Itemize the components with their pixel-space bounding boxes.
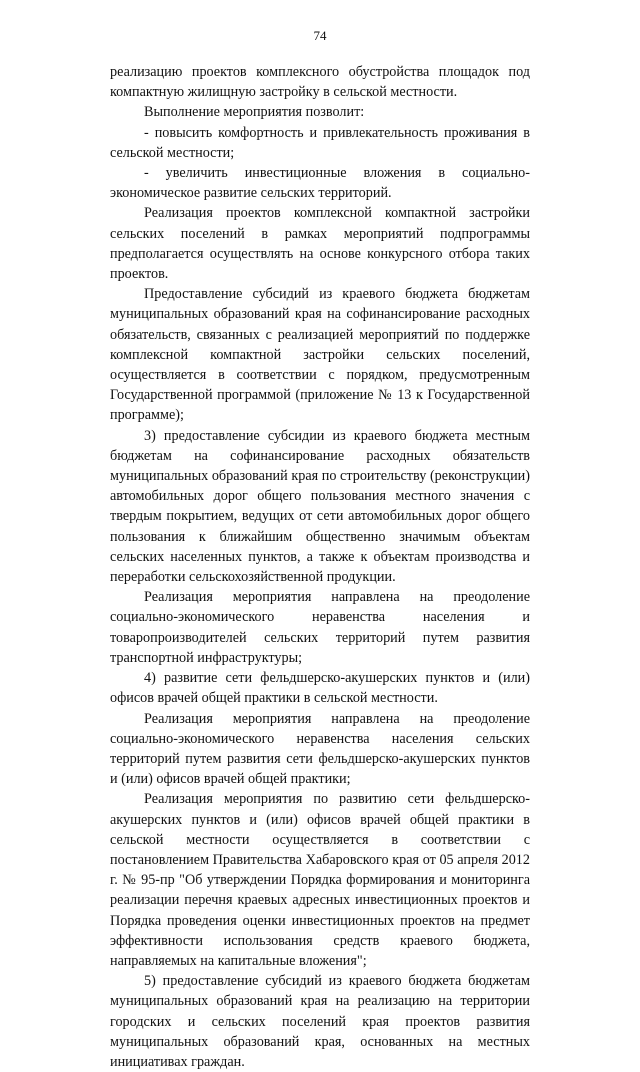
paragraph: Реализация мероприятия направлена на преодоление социально-экономического неравенства населения и товаропроизводителей сельских территорий путем развития транспортной инфраструктуры; [110, 589, 530, 666]
paragraph: 4) развитие сети фельдшерско-акушерских пунктов и (или) офисов врачей общей практики в сельской местности. [110, 670, 530, 707]
page-number: 74 [313, 28, 327, 43]
document-body [110, 62, 530, 1072]
paragraph: Реализация мероприятия направлена на преодоление социально-экономического неравенства населения сельских территорий путем развития сети фельдшерско-акушерских пунктов и (или) офисов врачей общей практики; [110, 710, 530, 788]
paragraph: Предоставление субсидий из краевого бюджета бюджетам муниципальных образований края на софинансирование расходных обязательств, связанных с реализацией мероприятий по поддержке комплексной компактной застройки сельских поселений, осуществляется в соответствии с порядком, предусмотренным Государственной программой (приложение № 13 к Государственной программе); [110, 286, 530, 424]
paragraph: Выполнение мероприятия позволит: [144, 104, 365, 121]
paragraph: Реализация мероприятия по развитию сети фельдшерско-акушерских пунктов и (или) офисов врачей общей практики в сельской местности осуществляется в соответствии с постановлением Правительства Хабаровского края от 05 апреля 2012 г. № 95-пр "Об утверждении Порядка формирования и мониторинга реализации перечня краевых адресных инвестиционных проектов и Порядка проведения оценки инвестиционных проектов на предмет эффективности использования средств краевого бюджета, направляемых на капитальные вложения"; [110, 791, 530, 969]
list-item: - увеличить инвестиционные вложения в социально-экономическое развитие сельских территорий. [110, 165, 530, 202]
paragraph: реализацию проектов комплексного обустройства площадок под компактную жилищную застройку в сельской местности. [110, 64, 530, 101]
paragraph: 3) предоставление субсидии из краевого бюджета местным бюджетам на софинансирование расходных обязательств муниципальных образований края по строительству (реконструкции) автомобильных дорог общего пользования местного значения с твердым покрытием, ведущих от сети автомобильных дорог общего пользования к ближайшим общественно значимым объектам сельских населенных пунктов, а также к объектам производства и переработки сельскохозяйственной продукции. [110, 427, 530, 586]
paragraph: Реализация проектов комплексной компактной застройки сельских поселений в рамках мероприятий подпрограммы предполагается осуществлять на основе конкурсного отбора таких проектов. [110, 205, 530, 283]
paragraph: 5) предоставление субсидий из краевого бюджета бюджетам муниципальных образований края на реализацию на территории городских и сельских поселений края проектов развития муниципальных образований края, основанных на местных инициативах граждан. [110, 973, 530, 1070]
list-item: - повысить комфортность и привлекательность проживания в сельской местности; [110, 124, 530, 161]
